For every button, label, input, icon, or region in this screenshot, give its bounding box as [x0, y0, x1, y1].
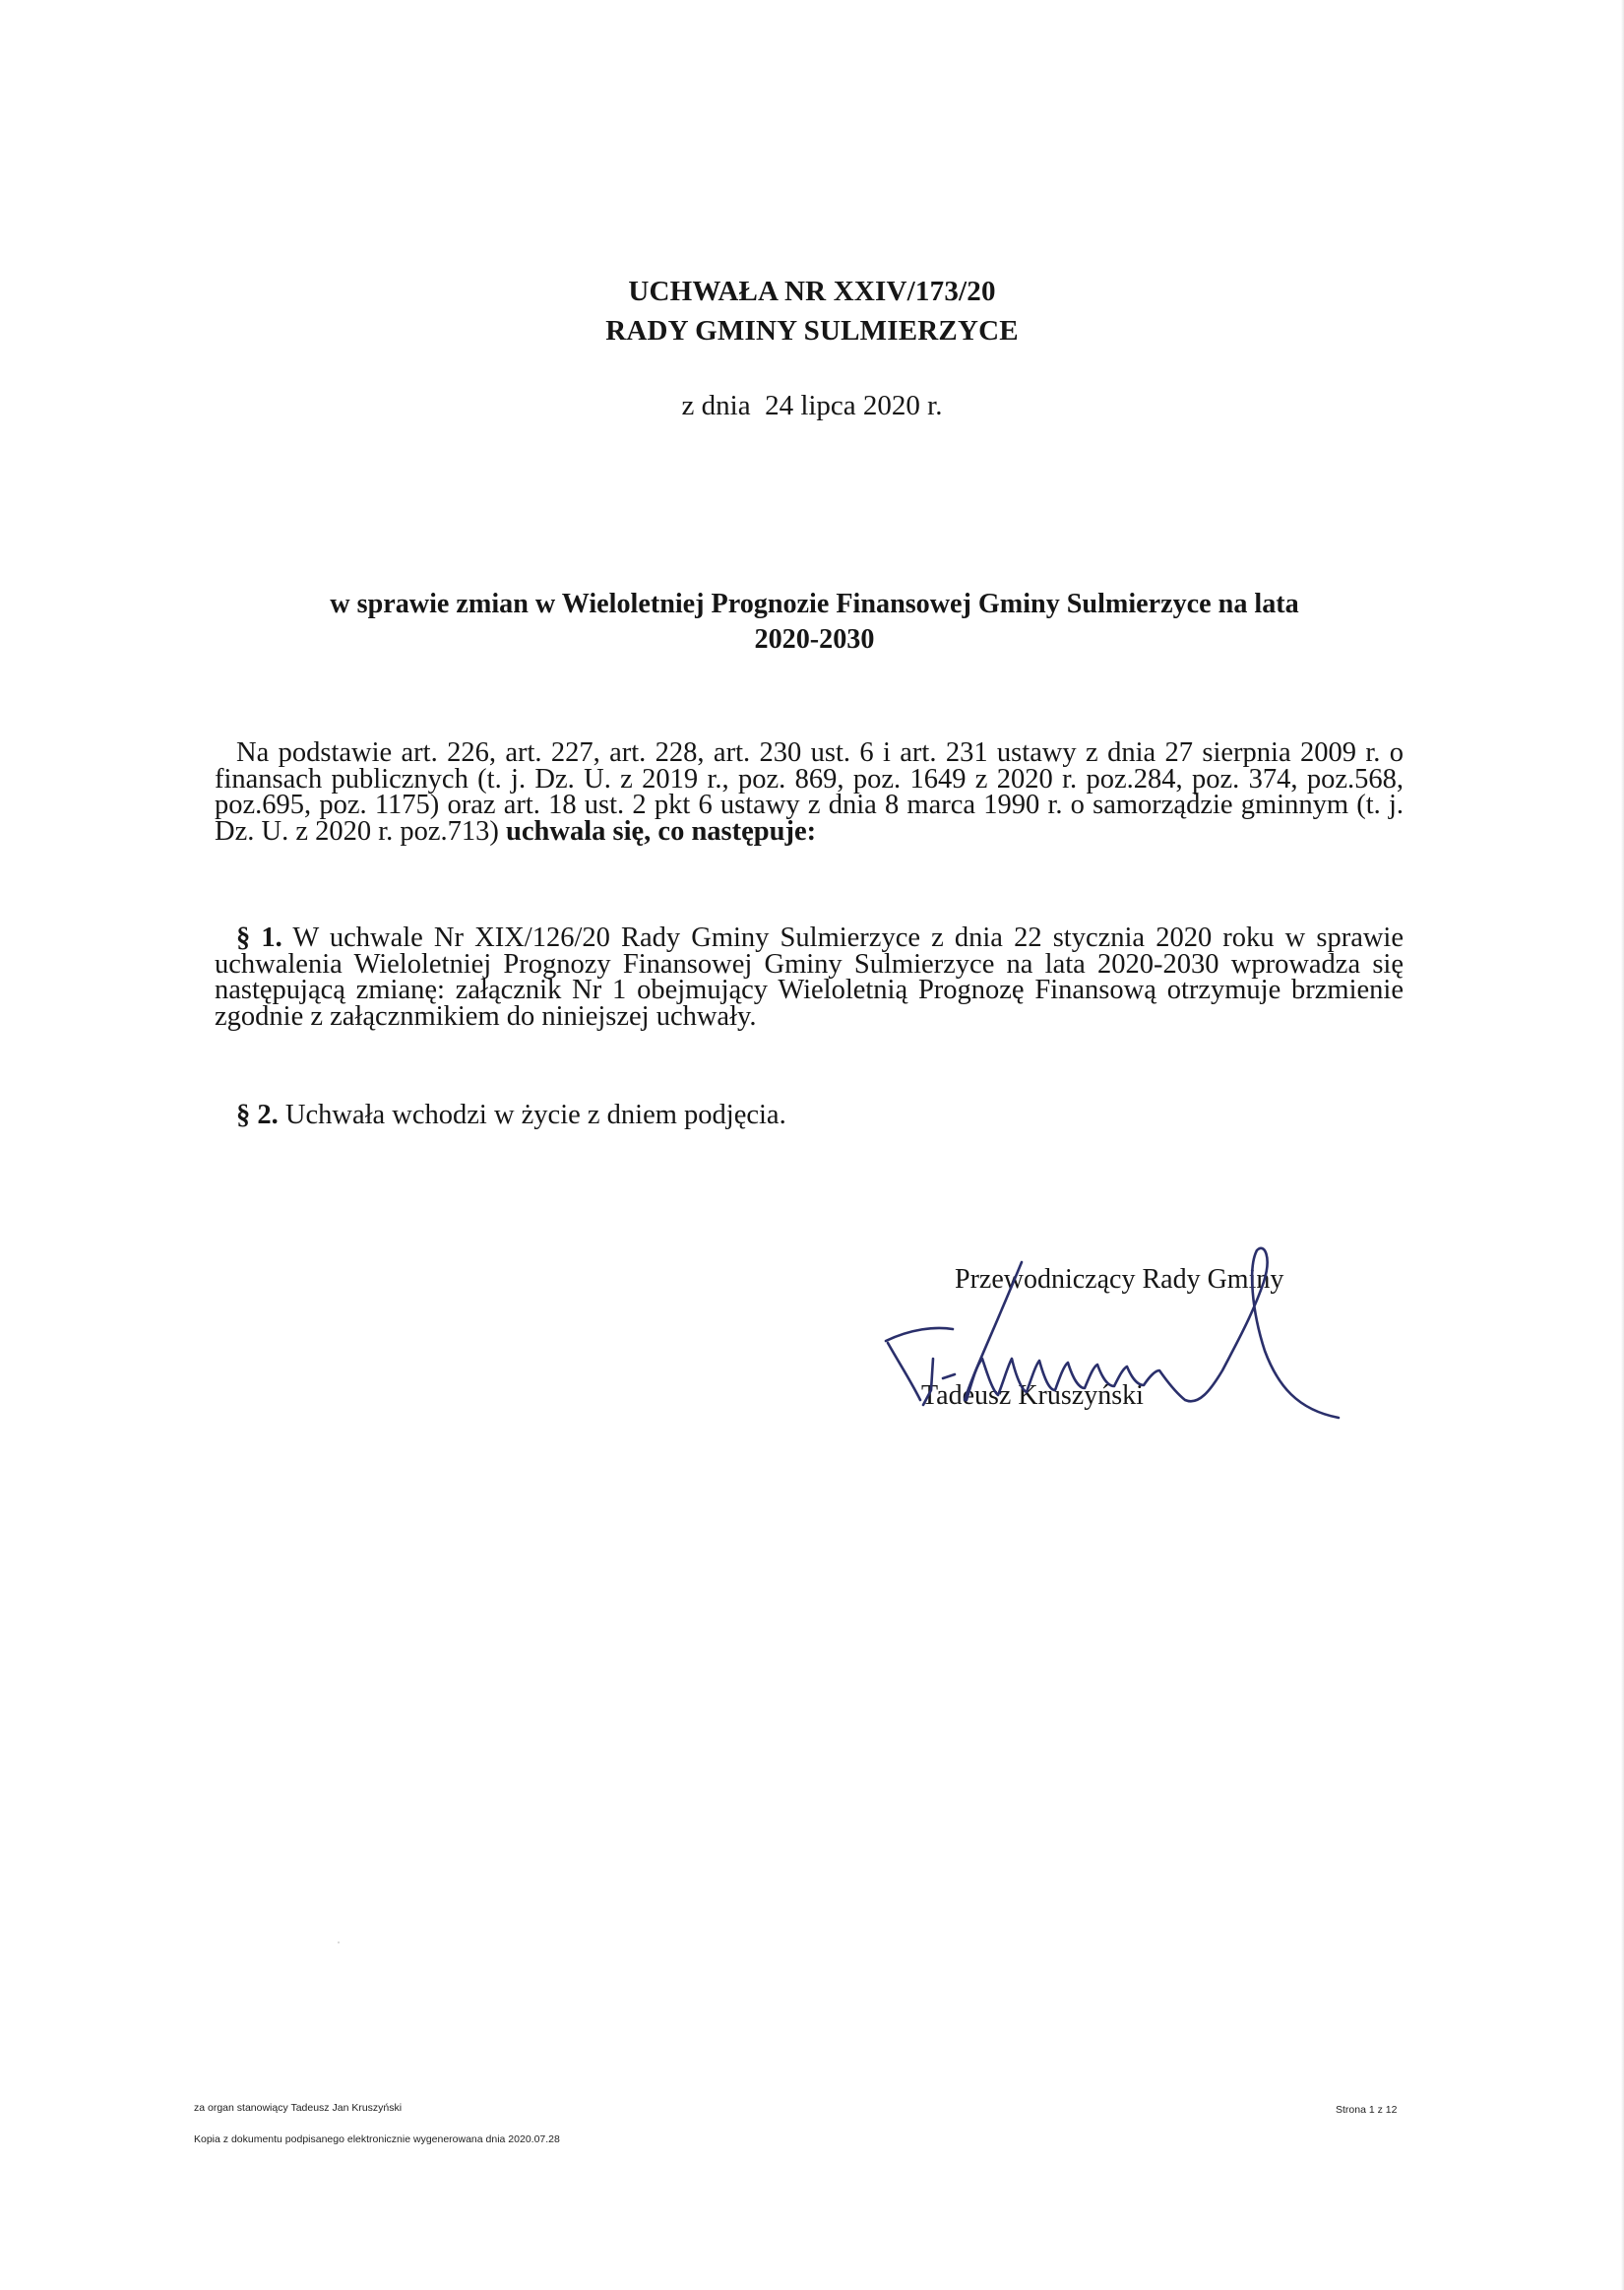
resolution-number: UCHWAŁA NR XXIV/173/20: [628, 276, 996, 307]
signatory-role: Przewodniczący Rady Gminy: [955, 1264, 1284, 1295]
page-indicator: Strona 1 z 12: [1336, 2104, 1398, 2116]
handwritten-signature-icon: [866, 1242, 1417, 1430]
subject-line-1: w sprawie zmian w Wieloletniej Prognozie Finansowej Gminy Sulmierzyce na lata: [330, 588, 1299, 619]
footer-signed-by: za organ stanowiący Tadeusz Jan Kruszyński: [194, 2102, 403, 2114]
legal-basis-text: Na podstawie art. 226, art. 227, art. 228, art. 230 ust. 6 i art. 231 ustawy z dnia 27 sierpnia 2009 r. o finansach publicznych (t. j. Dz. U. z 2019 r., poz. 869, poz. 1649 z 2020 r. poz.284, poz. 374, poz.568, poz.695, poz. 1175) oraz art. 18 ust. 2 pkt 6 ustawy z dnia 8 marca 1990 r. o samorządzie gminnym (t. j. Dz. U. z 2020 r. poz.713): [215, 737, 1404, 847]
section-2-label: § 2.: [236, 1100, 279, 1130]
subject-line-2: 2020-2030: [754, 623, 875, 655]
scan-speck: [338, 1941, 340, 1943]
section-1-text: W uchwale Nr XIX/126/20 Rady Gminy Sulmierzyce z dnia 22 stycznia 2020 roku w sprawie uchwalenia Wieloletniej Prognozy Finansowej Gminy Sulmierzyce na lata 2020-2030 wprowadza się następującą zmianę: załącznik Nr 1 obejmujący Wieloletnią Prognozę Finansową otrzymuje brzmienie zgodnie z załącznmikiem do niniejszej uchwały.: [215, 922, 1405, 1032]
section-1-paragraph: [215, 922, 1405, 1032]
section-2-paragraph: [215, 1100, 1404, 1130]
resolution-date: z dnia 24 lipca 2020 r.: [681, 390, 943, 421]
resolution-subject: [244, 586, 1385, 657]
legal-basis-conclusion: uchwala się, co następuje:: [506, 815, 817, 847]
legal-basis-paragraph: [215, 737, 1404, 847]
footer-copy-note: Kopia z dokumentu podpisanego elektronicznie wygenerowana dnia 2020.07.28: [194, 2133, 560, 2145]
signatory-name: Tadeusz Kruszyński: [921, 1380, 1144, 1411]
issuing-body: RADY GMINY SULMIERZYCE: [605, 315, 1019, 347]
signature-block: [866, 1242, 1417, 1430]
resolution-title: [0, 272, 1624, 350]
section-2-text: Uchwała wchodzi w życie z dniem podjęcia.: [278, 1100, 786, 1130]
section-1-label: § 1.: [236, 922, 282, 953]
